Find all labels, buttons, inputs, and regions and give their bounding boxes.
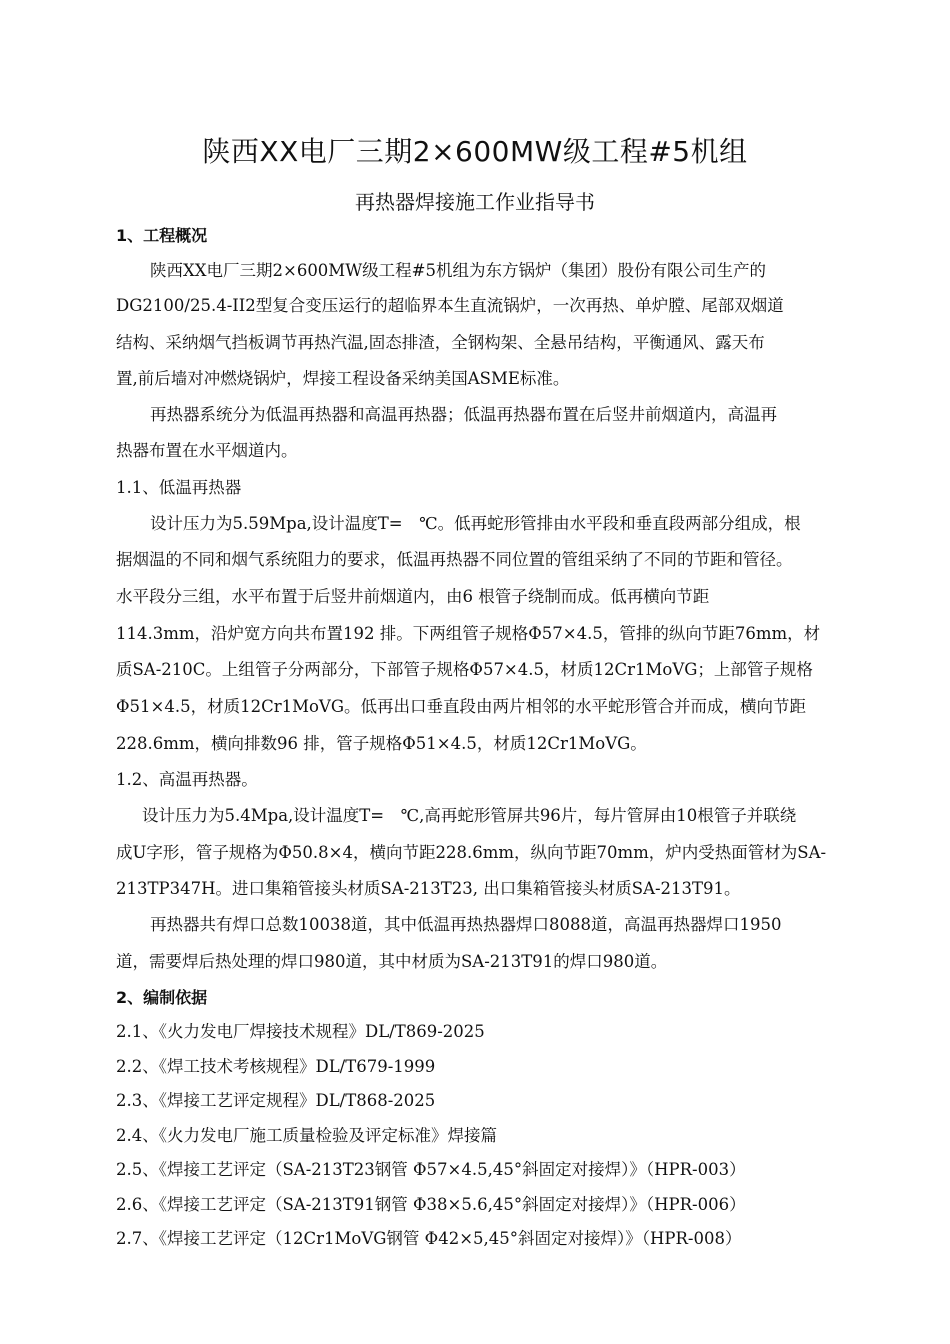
paragraph-line: 成U字形，管子规格为Φ50.8×4，横向节距228.6mm，纵向节距70mm，炉内受热面管材为SA- <box>116 843 827 862</box>
reference-item: 2.3、《焊接工艺评定规程》DL/T868-2025 <box>116 1091 436 1110</box>
paragraph-line: 热器布置在水平烟道内。 <box>116 441 298 460</box>
paragraph-line: 结构、采纳烟气挡板调节再热汽温,固态排渣，全钢构架、全悬吊结构，平衡通风、露天布 <box>116 333 765 352</box>
section-2-heading: 2、编制依据 <box>116 988 208 1007</box>
reference-item: 2.4、《火力发电厂施工质量检验及评定标准》焊接篇 <box>116 1126 497 1145</box>
paragraph-line: 水平段分三组，水平布置于后竖井前烟道内，由6 根管子绕制而成。低再横向节距 <box>116 587 710 606</box>
paragraph-line: 228.6mm，横向排数96 排，管子规格Φ51×4.5，材质12Cr1MoVG。 <box>116 734 647 753</box>
reference-item: 2.1、《火力发电厂焊接技术规程》DL/T869-2025 <box>116 1022 485 1041</box>
paragraph-line: 设计压力为5.4Mpa,设计温度T= ℃,高再蛇形管屏共96片，每片管屏由10根管子并联绕 <box>142 806 797 825</box>
paragraph-line: 213TP347H。进口集箱管接头材质SA-213T23, 出口集箱管接头材质SA-213T91。 <box>116 879 741 898</box>
paragraph-line: DG2100/25.4-II2型复合变压运行的超临界本生直流锅炉，一次再热、单炉膛、尾部双烟道 <box>116 296 784 315</box>
reference-item: 2.5、《焊接工艺评定（SA-213T23钢管 Φ57×4.5,45°斜固定对接焊）》（HPR-003） <box>116 1160 746 1179</box>
paragraph-line: 置,前后墙对冲燃烧锅炉，焊接工程设备采纳美国ASME标准。 <box>116 369 570 388</box>
subsection-1-1-heading: 1.1、低温再热器 <box>116 478 242 497</box>
paragraph-line: 质SA-210C。上组管子分两部分，下部管子规格Φ57×4.5，材质12Cr1MoVG；上部管子规格 <box>116 660 813 679</box>
reference-item: 2.6、《焊接工艺评定（SA-213T91钢管 Φ38×5.6,45°斜固定对接焊）》（HPR-006） <box>116 1195 746 1214</box>
paragraph-line: Φ51×4.5，材质12Cr1MoVG。低再出口垂直段由两片相邻的水平蛇形管合并而成，横向节距 <box>116 697 807 716</box>
paragraph-line: 再热器系统分为低温再热器和高温再热器；低温再热器布置在后竖井前烟道内，高温再 <box>150 405 777 424</box>
reference-item: 2.7、《焊接工艺评定（12Cr1MoVG钢管 Φ42×5,45°斜固定对接焊）》（HPR-008） <box>116 1229 742 1248</box>
paragraph-line: 再热器共有焊口总数10038道，其中低温再热热器焊口8088道，高温再热器焊口1950 <box>150 915 782 934</box>
document-title: 陕西XX电厂三期2×600MW级工程#5机组 <box>202 135 748 168</box>
document-subtitle: 再热器焊接施工作业指导书 <box>355 190 595 214</box>
paragraph-line: 陕西XX电厂三期2×600MW级工程#5机组为东方锅炉（集团）股份有限公司生产的 <box>150 261 766 280</box>
paragraph-line: 设计压力为5.59Mpa,设计温度T= ℃。低再蛇形管排由水平段和垂直段两部分组成，根 <box>150 514 801 533</box>
paragraph-line: 道，需要焊后热处理的焊口980道，其中材质为SA-213T91的焊口980道。 <box>116 952 668 971</box>
reference-item: 2.2、《焊工技术考核规程》DL/T679-1999 <box>116 1057 436 1076</box>
paragraph-line: 114.3mm，沿炉宽方向共布置192 排。下两组管子规格Φ57×4.5，管排的纵向节距76mm，材 <box>116 624 821 643</box>
section-1-heading: 1、工程概况 <box>116 226 208 245</box>
paragraph-line: 据烟温的不同和烟气系统阻力的要求，低温再热器不同位置的管组采纳了不同的节距和管径。 <box>116 550 793 569</box>
subsection-1-2-heading: 1.2、高温再热器。 <box>116 770 258 789</box>
